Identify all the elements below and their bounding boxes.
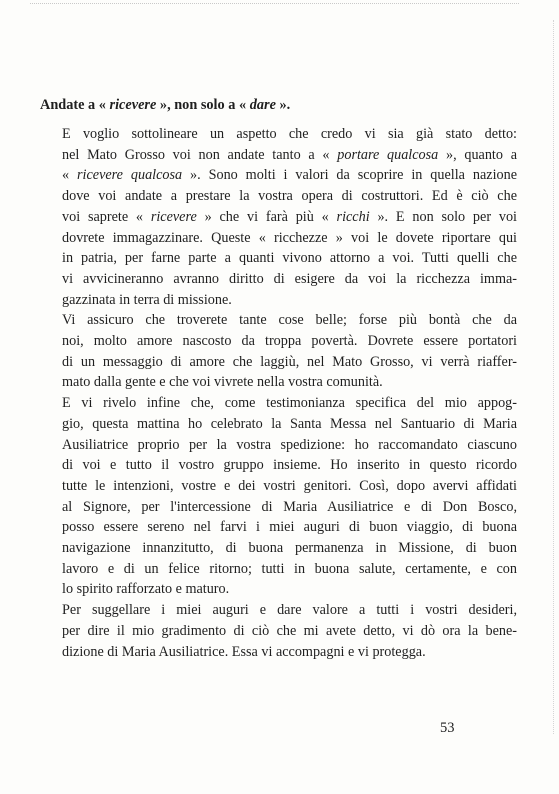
- text-line: [40, 331, 517, 352]
- text-run: posso essere sereno nel farvi i miei auguri di buon viaggio, di buona: [62, 519, 517, 536]
- heading-text: », non solo a «: [156, 97, 250, 113]
- text-run: », quanto a: [438, 146, 517, 163]
- text-line: [40, 435, 517, 456]
- page-number: 53: [440, 720, 455, 736]
- paragraph: [40, 124, 517, 310]
- text-line: [40, 248, 517, 269]
- text-line: [40, 124, 517, 145]
- text-line: [40, 621, 517, 642]
- text-line: [40, 228, 517, 249]
- text-line: [40, 517, 517, 538]
- scan-edge-right: [553, 20, 554, 734]
- paragraph: [40, 600, 517, 662]
- body-text: [40, 124, 517, 662]
- text-line: [40, 414, 517, 435]
- text-line: [40, 455, 517, 476]
- text-line: [40, 310, 517, 331]
- text-run: E vi rivelo infine che, come testimonianza specifica del mio appog-: [62, 395, 517, 412]
- text-run: per dire il mio gradimento di ciò che mi avete detto, vi dò ora la bene-: [62, 622, 517, 639]
- text-line: [40, 165, 517, 186]
- text-run: voi saprete «: [62, 208, 151, 225]
- text-run: al Signore, per l'intercessione di Maria Ausiliatrice e di Don Bosco,: [62, 498, 517, 515]
- heading-text: ».: [275, 97, 291, 113]
- text-run: gazzinata in terra di missione.: [62, 291, 232, 308]
- text-line: [40, 476, 517, 497]
- text-line: [40, 290, 517, 311]
- text-run: tutte le intenzioni, vostre e dei vostri genitori. Così, dopo avervi affidati: [62, 477, 517, 494]
- text-run: gio, questa mattina ho celebrato la Santa Messa nel Santuario di Maria: [62, 415, 517, 432]
- text-run: vi avvicineranno avranno diritto di esigere da voi la ricchezza imma-: [62, 270, 517, 287]
- text-run: ». Sono molti i valori da scoprire in quella nazione: [182, 167, 518, 184]
- text-run: in patria, per farne parte a quanti vivono attorno a voi. Tutti quelli che: [62, 250, 517, 267]
- text-line: [40, 207, 517, 228]
- text-run: navigazione innanzitutto, di buona permanenza in Missione, di buon: [62, 540, 517, 557]
- text-run: nel Mato Grosso voi non andate tanto a «: [62, 146, 338, 163]
- text-run: lo spirito rafforzato e maturo.: [62, 581, 230, 598]
- text-line: [40, 538, 517, 559]
- scan-edge-top: [30, 3, 519, 4]
- text-line: [40, 600, 517, 621]
- paragraph: [40, 393, 517, 600]
- text-run: di voi e tutto il vostro gruppo insieme. Ho inserito in questo ricordo: [62, 457, 517, 474]
- text-run: «: [62, 167, 78, 184]
- text-line: [40, 497, 517, 518]
- text-line: [40, 186, 517, 207]
- text-line: [40, 642, 517, 663]
- text-run: E voglio sottolineare un aspetto che credo vi sia già stato detto:: [62, 126, 517, 142]
- text-run: dovrete immagazzinare. Queste « ricchezze » voi le dovete riportare qui: [62, 229, 517, 246]
- emphasis-text: ricchi: [336, 208, 370, 225]
- text-run: lavoro e di un felice ritorno; tutti in buona salute, certamente, e con: [62, 560, 517, 577]
- emphasis-text: ricevere: [150, 208, 197, 225]
- text-run: dove voi andate a prestare la vostra opera di costruttori. Ed è ciò che: [62, 188, 517, 205]
- text-run: di un messaggio di amore che laggiù, nel Mato Grosso, vi verrà riaffer-: [62, 353, 517, 370]
- text-line: [40, 352, 517, 373]
- emphasis-text: ricevere qualcosa: [77, 167, 183, 184]
- heading-emphasis: ricevere: [109, 97, 157, 113]
- text-run: mato dalla gente e che voi vivrete nella vostra comunità.: [62, 374, 383, 391]
- text-line: [40, 579, 517, 600]
- emphasis-text: portare qualcosa: [337, 146, 439, 163]
- text-run: » che vi farà più «: [196, 208, 337, 225]
- text-run: Per suggellare i miei auguri e dare valore a tutti i vostri desideri,: [62, 602, 517, 619]
- text-line: [40, 269, 517, 290]
- heading-text: Andate a «: [40, 97, 110, 113]
- text-run: Ausiliatrice proprio per la vostra spedizione: ho raccomandato ciascuno: [62, 436, 517, 453]
- text-run: ». E non solo per voi: [369, 208, 517, 225]
- text-run: Vi assicuro che troverete tante cose belle; forse più bontà che da: [62, 312, 517, 329]
- heading-emphasis: dare: [249, 97, 276, 113]
- section-heading: [40, 95, 517, 115]
- page-content: [40, 95, 517, 662]
- text-line: [40, 372, 517, 393]
- text-run: dizione di Maria Ausiliatrice. Essa vi accompagni e vi protegga.: [62, 643, 426, 660]
- text-run: noi, molto amore nascosto da troppa povertà. Dovrete essere portatori: [62, 333, 517, 350]
- text-line: [40, 393, 517, 414]
- text-line: [40, 559, 517, 580]
- paragraph: [40, 310, 517, 393]
- text-line: [40, 145, 517, 166]
